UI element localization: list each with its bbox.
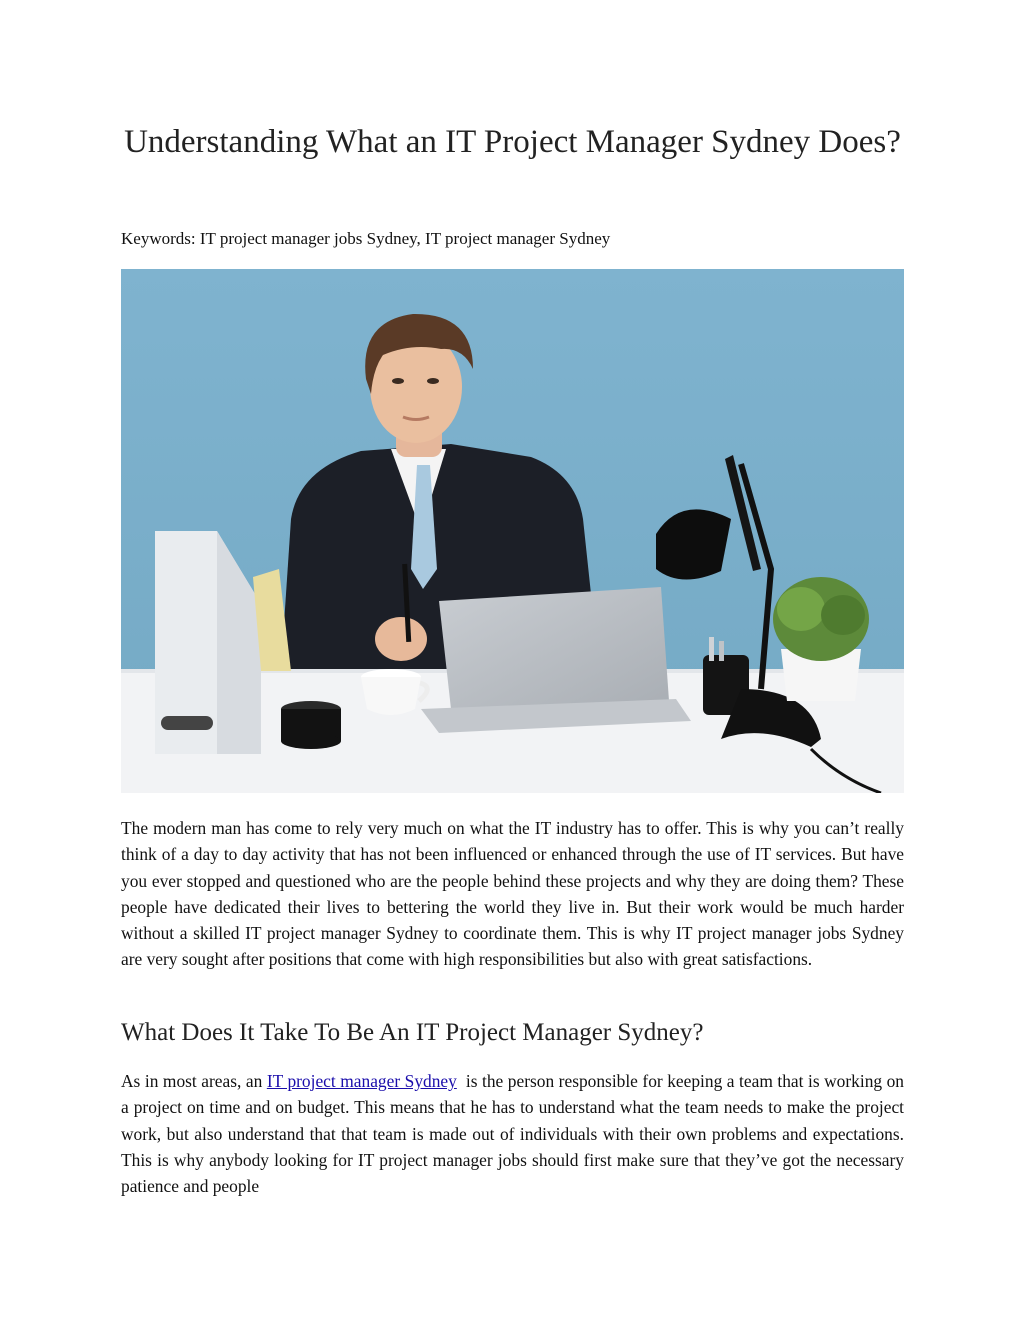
hero-photo xyxy=(121,269,904,793)
page-title: Understanding What an IT Project Manager Sydney Does? xyxy=(124,124,901,160)
intro-paragraph: The modern man has come to rely very much on what the IT industry has to offer. This is why you can’t really think of a day to day activity that has not been influenced or enhanced through the use of IT services. But have you ever stopped and questioned who are the people behind these projects and why they are doing them? These people have dedicated their lives to bettering the world they live in. But their work would be much harder without a skilled IT project manager Sydney to coordinate them. This is why IT project manager jobs Sydney are very sought after positions that come with high responsibilities but also with great satisfactions. xyxy=(121,818,904,970)
section-paragraph xyxy=(121,1068,909,1199)
paragraph-text-after: is the person responsible for keeping a team that is working on a project on time and on budget. This means that he has to understand what the team needs to make the project work, but also understand that that team is made out of individuals with their own problems and expectations. This is why anybody looking for IT project manager jobs should first make sure that they’ve got the necessary patience and people xyxy=(121,1071,909,1197)
keywords-line: Keywords: IT project manager jobs Sydney, IT project manager Sydney xyxy=(121,229,611,248)
paragraph-text-before: As in most areas, an xyxy=(121,1071,267,1091)
it-project-manager-sydney-link[interactable]: IT project manager Sydney xyxy=(266,1071,457,1091)
section-heading: What Does It Take To Be An IT Project Manager Sydney? xyxy=(121,1019,704,1046)
